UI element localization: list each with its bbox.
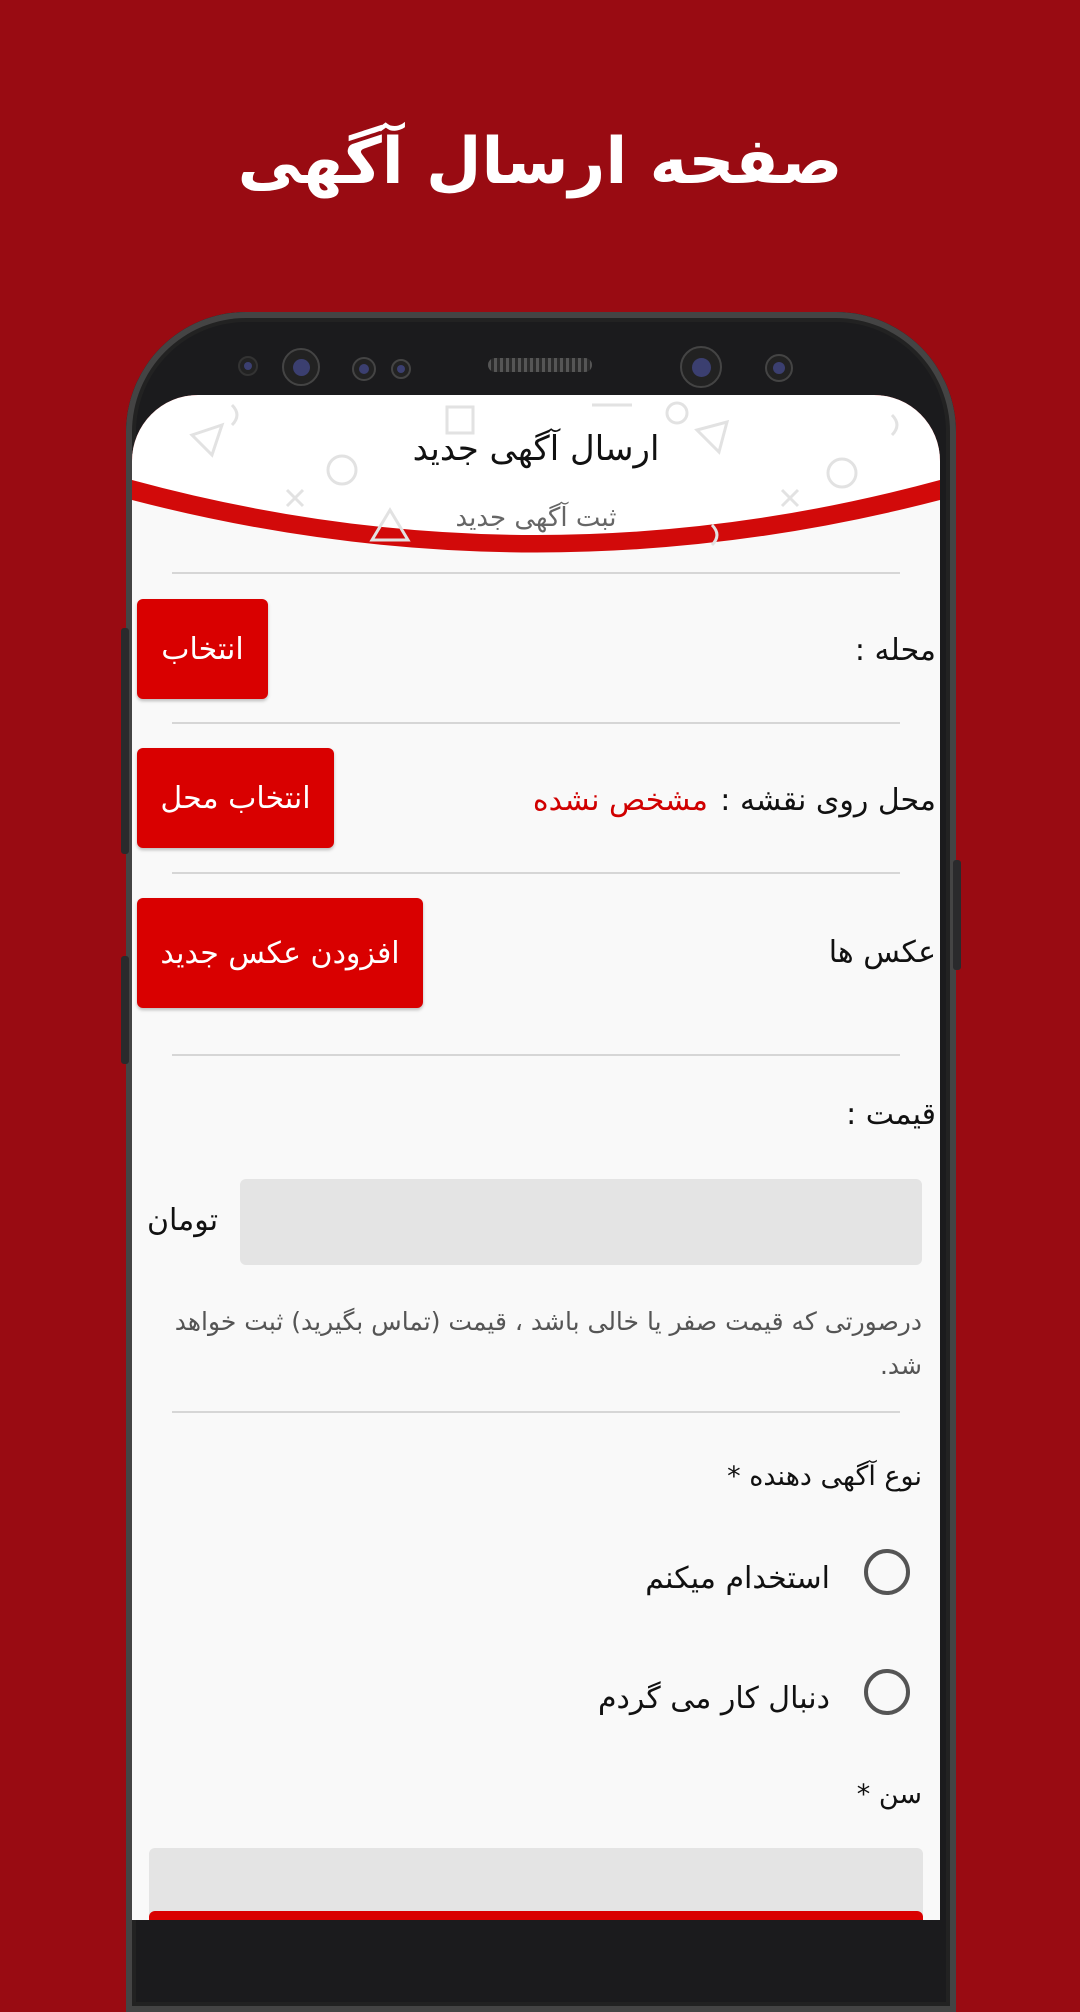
app-header [132, 395, 940, 575]
front-camera-icon [282, 348, 320, 386]
radio-option-label: دنبال کار می گردم [597, 1681, 830, 1716]
phone-speaker [488, 358, 592, 372]
iris-scanner-icon [680, 346, 722, 388]
header-subtitle: ثبت آگهی جدید [455, 503, 617, 533]
sensor-icon [391, 359, 411, 379]
app-screen [132, 395, 940, 1920]
map-location-status: مشخص نشده [532, 783, 708, 818]
photos-label: عکس ها [828, 935, 936, 970]
radio-option-label: استخدام میکنم [645, 1561, 830, 1596]
sensor-icon [238, 356, 258, 376]
neighborhood-label: محله : [854, 633, 936, 668]
currency-label: تومان [147, 1203, 219, 1238]
divider [172, 872, 900, 874]
page-title: صفحه ارسال آگهی [237, 125, 843, 199]
age-input[interactable] [149, 1848, 923, 1920]
divider [172, 572, 900, 574]
divider [172, 1411, 900, 1413]
sensor-icon [765, 354, 793, 382]
radio-job-seeking[interactable] [864, 1669, 910, 1715]
price-hint: درصورتی که قیمت صفر یا خالی باشد ، قیمت (تماس بگیرید) ثبت خواهد شد. [174, 1307, 922, 1380]
select-neighborhood-button[interactable]: انتخاب [137, 599, 268, 699]
phone-side-button [121, 956, 129, 1064]
phone-power-button [953, 860, 961, 970]
price-input[interactable] [240, 1179, 922, 1265]
radio-hiring[interactable] [864, 1549, 910, 1595]
header-title: ارسال آگهی جدید [412, 429, 660, 469]
age-label: سن * [856, 1779, 922, 1810]
divider [172, 722, 900, 724]
price-label: قیمت : [846, 1097, 936, 1132]
header-background [132, 395, 940, 575]
advertiser-type-label: نوع آگهی دهنده * [727, 1461, 922, 1492]
map-location-label: محل روی نقشه : [720, 783, 936, 818]
submit-button-edge[interactable] [149, 1911, 923, 1920]
add-photo-button[interactable]: افزودن عکس جدید [137, 898, 423, 1008]
phone-side-button [121, 628, 129, 854]
divider [172, 1054, 900, 1056]
sensor-icon [352, 357, 376, 381]
select-location-button[interactable]: انتخاب محل [137, 748, 334, 848]
